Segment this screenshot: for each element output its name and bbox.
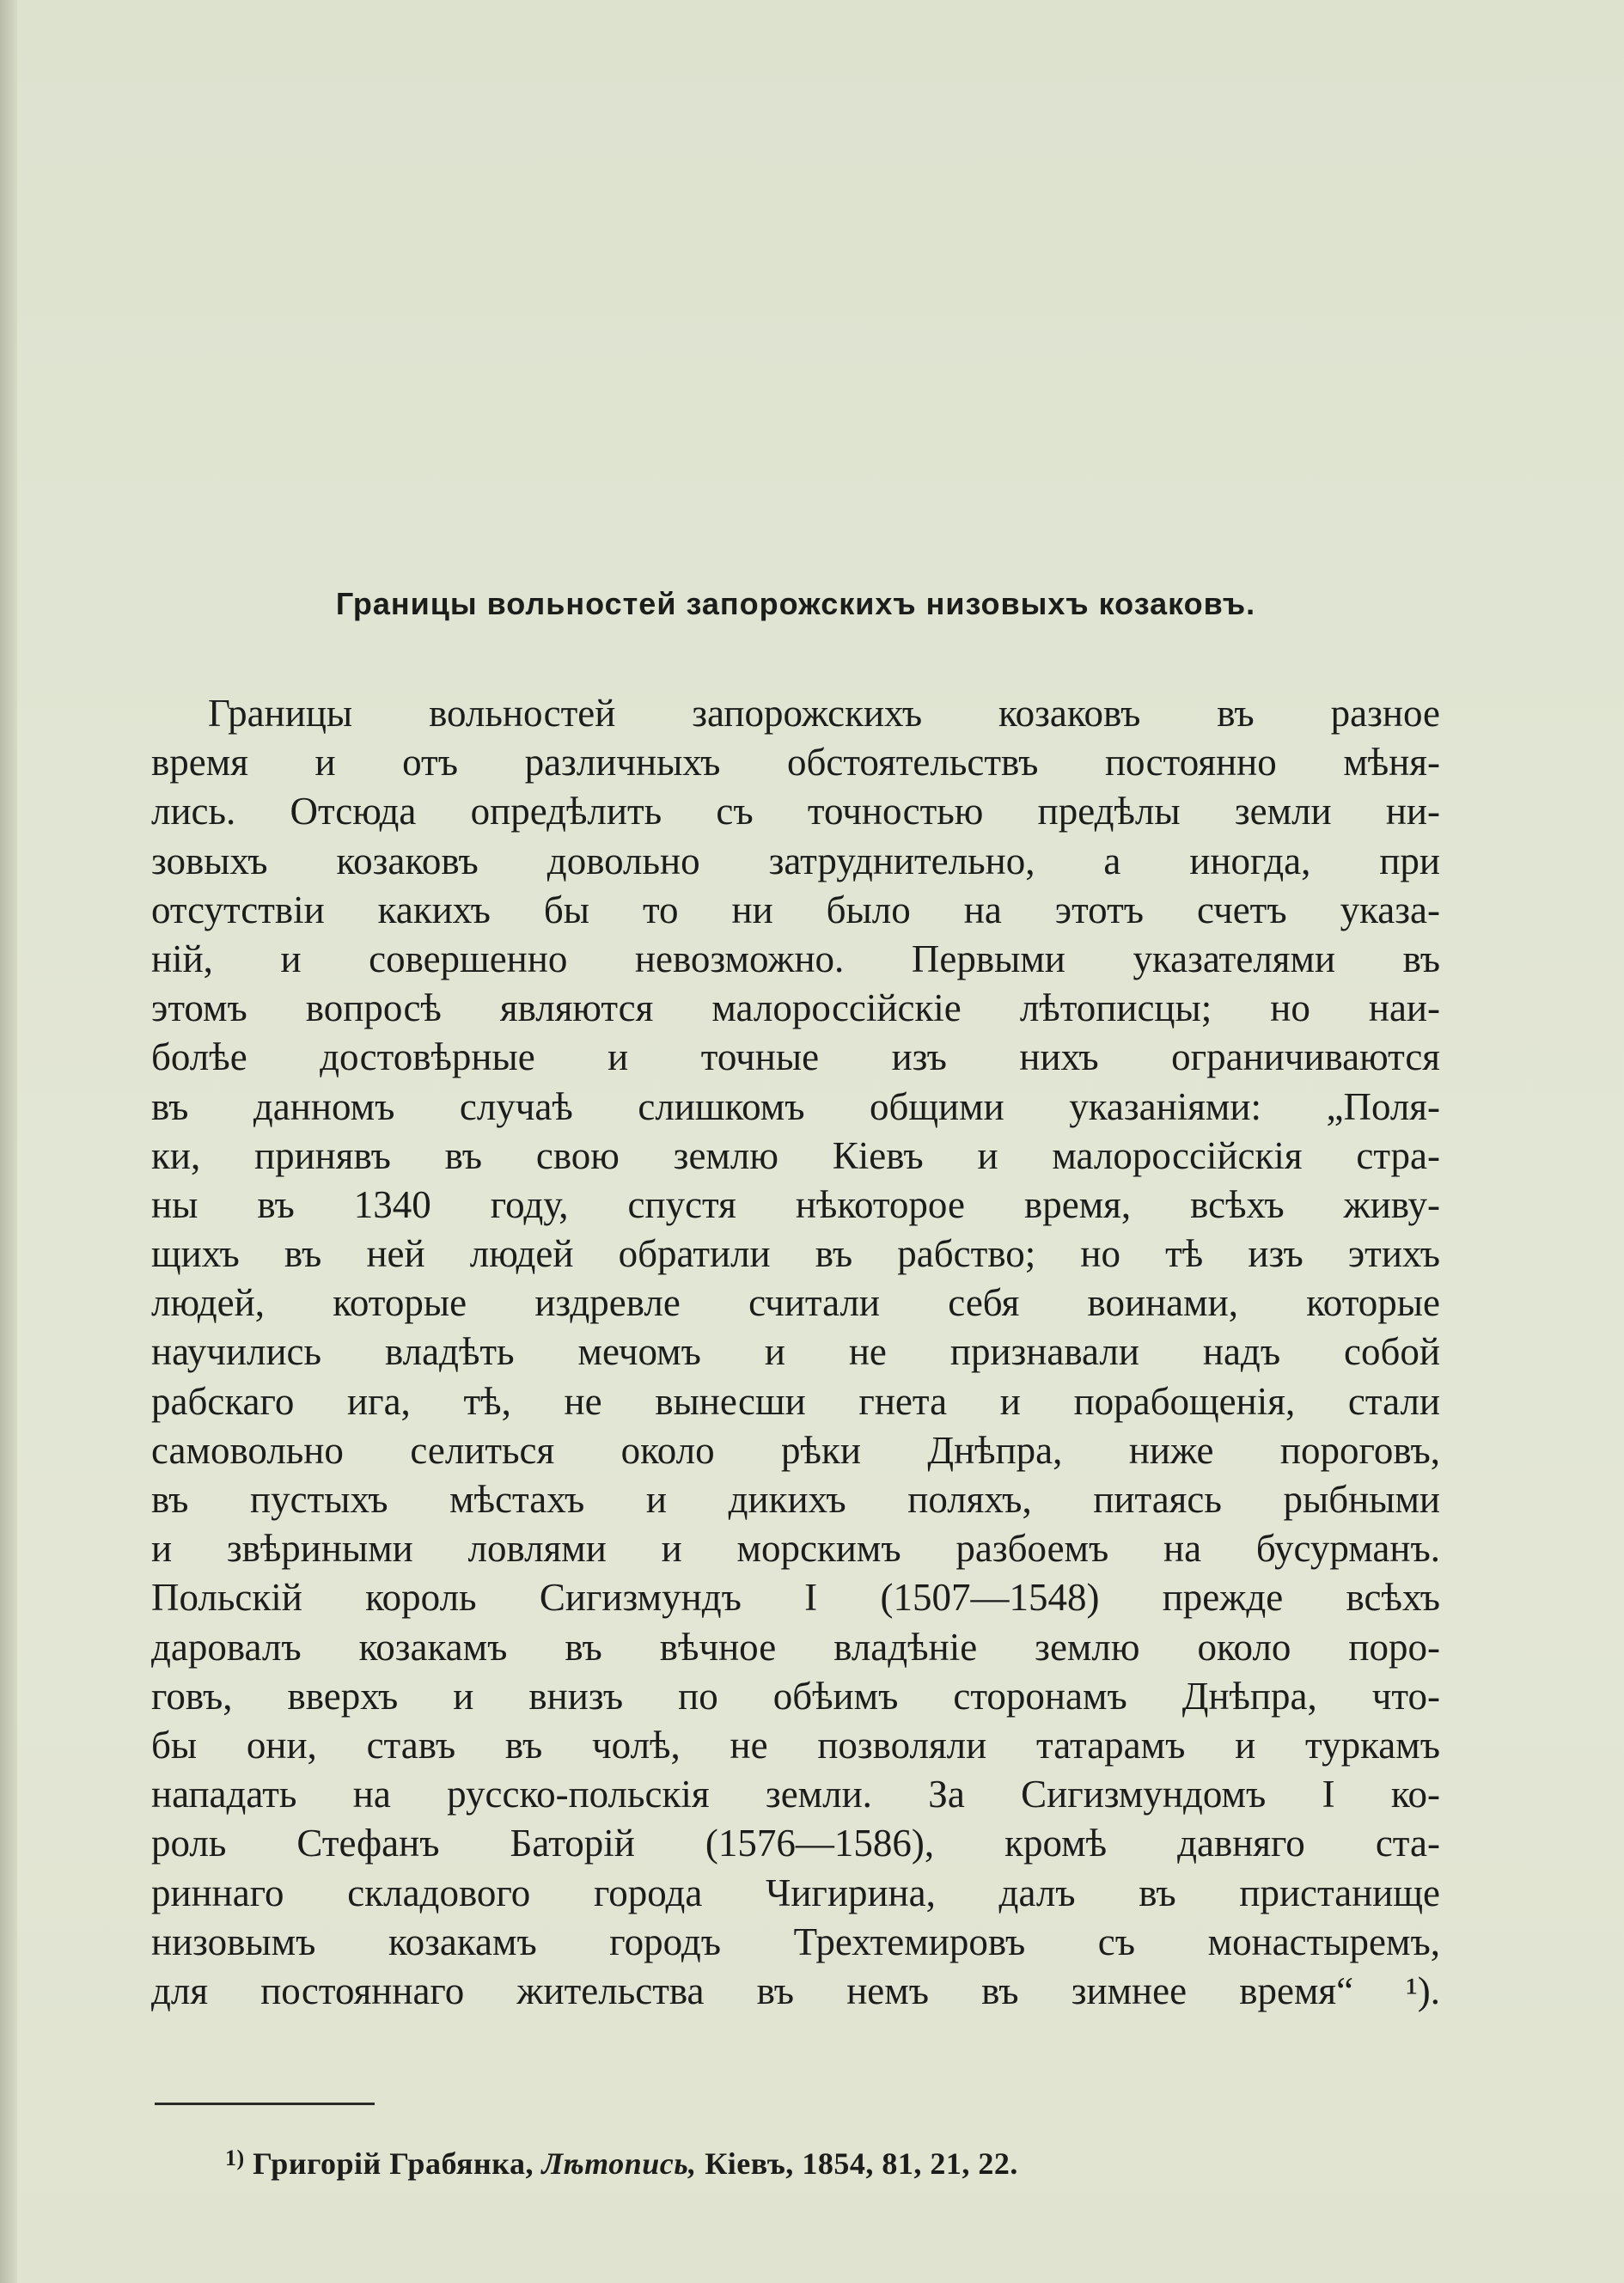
text-line: зовыхъ козаковъ довольно затруднительно, а иногда, при — [151, 839, 1440, 882]
footnote-place: Кіевъ, — [705, 2146, 794, 2181]
text-line: роль Стефанъ Баторій (1576—1586), кромѣ давняго ста- — [151, 1822, 1440, 1865]
text-line: лись. Отсюда опредѣлить съ точностью предѣлы земли ни- — [151, 790, 1440, 833]
text-line: людей, которые издревле считали себя воинами, которые — [151, 1281, 1440, 1325]
text-line: низовымъ козакамъ городъ Трехтемировъ съ монастыремъ, — [151, 1920, 1440, 1963]
text-line: нападать на русско-польскія земли. За Сигизмундомъ I ко- — [151, 1773, 1440, 1816]
text-line: отсутствіи какихъ бы то ни было на этотъ счетъ указа- — [151, 888, 1440, 931]
body-text — [151, 689, 1440, 2016]
footnote-rule — [155, 2103, 375, 2105]
text-line: говъ, вверхъ и внизъ по обѣимъ сторонамъ Днѣпра, что- — [151, 1674, 1440, 1718]
footnote-mark: 1) — [225, 2146, 245, 2170]
footnote — [225, 2146, 1018, 2182]
text-line: ній, и совершенно невозможно. Первыми указателями въ — [151, 937, 1440, 980]
text-line: ны въ 1340 году, спустя нѣкоторое время, всѣхъ живу- — [151, 1182, 1440, 1226]
footnote-title: Лѣтопись, — [541, 2146, 697, 2181]
text-line: рабскаго ига, тѣ, не вынесши гнета и порабощенія, стали — [151, 1379, 1440, 1423]
footnote-details: 1854, 81, 21, 22. — [802, 2146, 1018, 2181]
text-line: время и отъ различныхъ обстоятельствъ постоянно мѣня- — [151, 741, 1440, 784]
text-line: для постояннаго жительства въ немъ въ зимнее время“ ¹). — [151, 1969, 1440, 2012]
text-line: въ пустыхъ мѣстахъ и дикихъ поляхъ, питаясь рыбными — [151, 1478, 1440, 1521]
page-heading: Границы вольностей запорожскихъ низовыхъ козаковъ. — [335, 586, 1256, 621]
text-line: Границы вольностей запорожскихъ козаковъ въ разное — [208, 692, 1440, 735]
text-line: ки, принявъ въ свою землю Кіевъ и малороссійскія стра- — [151, 1133, 1440, 1177]
text-line: этомъ вопросѣ являются малороссійскіе лѣтописцы; но наи- — [151, 986, 1440, 1030]
page-edge-shadow — [0, 0, 17, 2283]
text-line: самовольно селиться около рѣки Днѣпра, ниже пороговъ, — [151, 1428, 1440, 1472]
text-line: Польскій король Сигизмундъ I (1507—1548) прежде всѣхъ — [151, 1576, 1440, 1620]
text-line: въ данномъ случаѣ слишкомъ общими указаніями: „Поля- — [151, 1084, 1440, 1128]
text-line: риннаго складового города Чигирина, далъ въ пристанище — [151, 1871, 1440, 1914]
text-line: бы они, ставъ въ чолѣ, не позволяли татарамъ и туркамъ — [151, 1723, 1440, 1767]
footnote-author: Григорій Грабянка, — [253, 2146, 534, 2181]
text-line: и звѣриными ловлями и морскимъ разбоемъ на бусурманъ. — [151, 1527, 1440, 1571]
text-line: щихъ въ ней людей обратили въ рабство; но тѣ изъ этихъ — [151, 1232, 1440, 1276]
text-line: научились владѣть мечомъ и не признавали надъ собой — [151, 1330, 1440, 1374]
text-line: даровалъ козакамъ въ вѣчное владѣніе землю около поро- — [151, 1625, 1440, 1669]
text-line: болѣе достовѣрные и точные изъ нихъ ограничиваются — [151, 1035, 1440, 1079]
